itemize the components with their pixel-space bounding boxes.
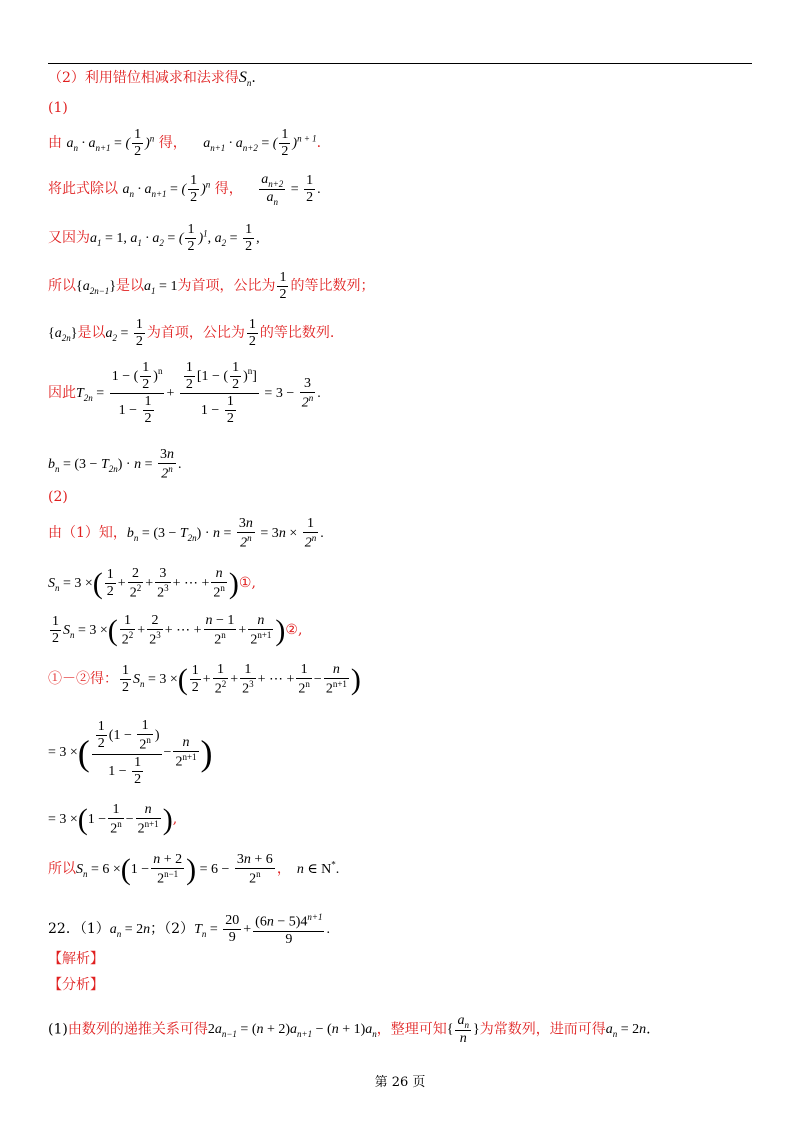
formula-2b: $\frac{a_{n+2}}{a_n}$ = $\frac{1}{2}$ .	[261, 172, 321, 207]
header-text: （2）利用错位相减求和法求得	[48, 70, 239, 86]
formula-1b: $a_{n+1} \cdot a_{n+2}$ = ( $\frac{1}{2}$ )$^{n + 1}$	[203, 127, 317, 160]
answer-22: 22．$(1)a_n = 2n$；$(2)T_n$ = $\frac{20}{9}$ + $\frac{(6n - 5)4^{n+1}}{9}$ .	[48, 912, 330, 947]
page-footer: 第 26 页	[374, 1075, 426, 1090]
formula-line-2: 将此式除以 $a_n \cdot a_{n+1}$ = ( $\frac{1}{2}$ )$^n$ 得， $\frac{a_{n+2}}{a_n}$ = $\frac{1}{2}$ .	[48, 172, 321, 207]
formula-11: $\frac{1}{2}$ $S_n = 3$ ×( $\frac{1}{2}$ + $\frac{1}{2^2}$ + $\frac{1}{2^3}$ + ⋯ + $\frac{1}{2^n}$ − $\frac{n}{2^{n+1}}$ )	[122, 662, 361, 697]
formula-line-5: $\{a_{2n}\}$是以$a_2$ = $\frac{1}{2}$ 为首项，公比为 $\frac{1}{2}$ 的等比数列.	[48, 317, 335, 350]
formula-line-14: 所以$S_n = 6 \times(1$ − $\frac{n + 2}{2^{n-1}}$ ) = 6 − $\frac{3n + 6}{2^n}$ ， n ∈ N*.	[48, 852, 340, 887]
header-rule	[48, 63, 752, 64]
formula-2a: $a_n \cdot a_{n+1}$ = ( $\frac{1}{2}$ )$^n$	[122, 173, 211, 206]
formula-14: $S_n = 6 \times(1$ − $\frac{n + 2}{2^{n-1}}$ ) = 6 − $\frac{3n + 6}{2^n}$	[76, 852, 273, 887]
formula-line-9: $S_n = 3$ ×( $\frac{1}{2}$ + $\frac{2}{2^2}$ + $\frac{3}{2^3}$ + ⋯ + $\frac{n}{2^n}$ )①,	[48, 566, 256, 601]
formula-line-6: 因此$T_{2n}$ = 1 − ( $\frac{1}{2}$ )$^n$ 1 − $\frac{1}{2}$ + $\frac{1}{2}$ [1 − ( $\frac{1}{2}$ )$^n$] 1 − $\frac{1}{2}$ = 3 − $\frac{3}{2^n}$ .	[48, 360, 321, 427]
formula-10: $\frac{1}{2}$ $S_n = 3$ ×( $\frac{1}{2^2}$ + $\frac{2}{2^3}$ + ⋯ + $\frac{n - 1}{2^n}$ + $\frac{n}{2^{n+1}}$ )	[52, 613, 286, 648]
section-header: （2）利用错位相减求和法求得$S_n$.	[48, 69, 256, 89]
header-symbol: $S_n$	[238, 69, 252, 89]
formula-13: = 3 ×(1 − $\frac{1}{2^n}$ − $\frac{n}{2^{n+1}}$ )	[48, 802, 173, 837]
fenxi-label: 【分析】	[48, 977, 104, 993]
formula-8: $b_n = (3 - T_{2n}) \cdot n$ = $\frac{3n}{2^n}$ = 3n × $\frac{1}{2^n}$ .	[126, 516, 324, 551]
formula-7: $b_n = (3 - T_{2n}) \cdot n$ = $\frac{3n}{2^n}$ .	[48, 447, 182, 482]
formula-3: $a_1 = 1$, $a_1 \cdot a_2$ = ( $\frac{1}{2}$ )$^1$, $a_2$ = $\frac{1}{2}$ ,	[90, 222, 260, 255]
formula-line-8: 由（1）知，$b_n = (3 - T_{2n}) \cdot n$ = $\frac{3n}{2^n}$ = 3n × $\frac{1}{2^n}$ .	[48, 516, 324, 551]
analysis-line: (1)由数列的递推关系可得$2a_{n-1} = (n + 2)a_{n+1} - (n + 1)a_n$，整理可知{ $\frac{a_n}{n}$ }为常数列，进而可得$a_n = 2n$.	[48, 1013, 651, 1047]
formula-line-10: $\frac{1}{2}$ $S_n = 3$ ×( $\frac{1}{2^2}$ + $\frac{2}{2^3}$ + ⋯ + $\frac{n - 1}{2^n}$ + $\frac{n}{2^{n+1}}$ )②,	[48, 613, 302, 649]
formula-line-1: 由 $a_n \cdot a_{n+1}$ = ( $\frac{1}{2}$ )$^n$ 得， $a_{n+1} \cdot a_{n+2}$ = ( $\frac{1}{2}$ )$^{n + 1}$.	[48, 127, 322, 160]
formula-line-3: 又因为$a_1 = 1$, $a_1 \cdot a_2$ = ( $\frac{1}{2}$ )$^1$, $a_2$ = $\frac{1}{2}$ ,	[48, 222, 260, 255]
formula-line-13: = 3 ×(1 − $\frac{1}{2^n}$ − $\frac{n}{2^{n+1}}$ ),	[48, 802, 178, 837]
part2-label: (2)	[48, 489, 68, 505]
part1-label: (1)	[48, 100, 68, 116]
formula-line-11: ①－②得： $\frac{1}{2}$ $S_n = 3$ ×( $\frac{1}{2}$ + $\frac{1}{2^2}$ + $\frac{1}{2^3}$ + ⋯ + $\frac{1}{2^n}$ − $\frac{n}{2^{n+1}}$ )	[48, 662, 361, 697]
formula-line-12	[48, 718, 213, 788]
formula-12: = 3 ×( $\frac{1}{2}$ (1 − $\frac{1}{2^n}$ ) 1 − $\frac{1}{2}$ − $\frac{n}{2^{n+1}}$ )	[48, 718, 213, 787]
formula-1a: $a_n \cdot a_{n+1}$ = ( $\frac{1}{2}$ )$^n$	[66, 127, 155, 160]
formula-9: $S_n = 3$ ×( $\frac{1}{2}$ + $\frac{2}{2^2}$ + $\frac{3}{2^3}$ + ⋯ + $\frac{n}{2^n}$ )	[48, 566, 239, 601]
formula-line-4: 所以$\{a_{2n-1}\}$是以$a_1 = 1$为首项，公比为 $\frac{1}{2}$ 的等比数列；	[48, 270, 375, 303]
formula-line-7	[48, 447, 181, 483]
jiexi-label: 【解析】	[48, 951, 104, 967]
formula-6: $T_{2n}$ = 1 − ( $\frac{1}{2}$ )$^n$ 1 − $\frac{1}{2}$ + $\frac{1}{2}$ [1 − ( $\frac{1}{2}$ )$^n$] 1 − $\frac{1}{2}$ = 3 − $\frac{3}{2^n}$ .	[76, 360, 321, 427]
